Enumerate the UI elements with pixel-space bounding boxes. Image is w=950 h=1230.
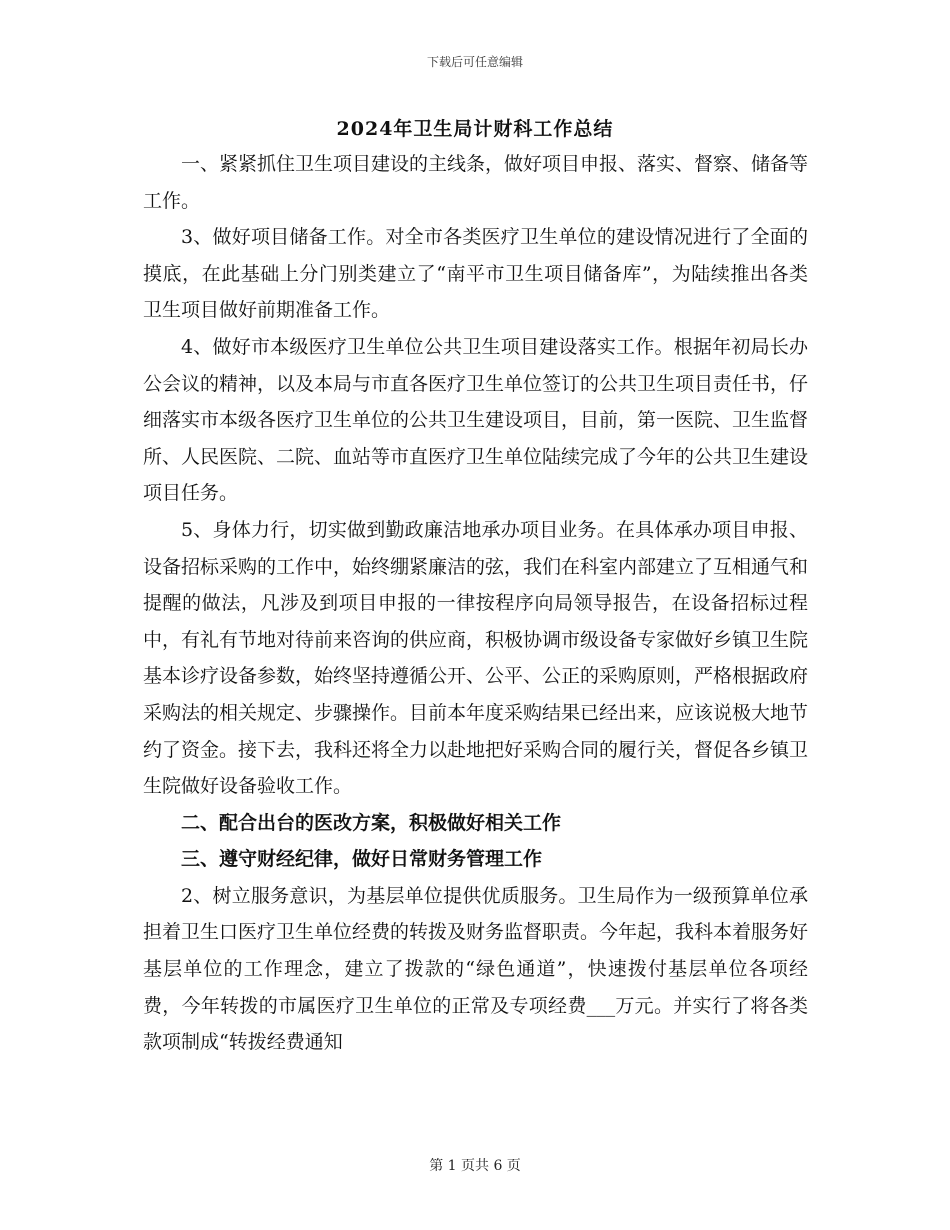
paragraph-section1-intro: 一、紧紧抓住卫生项目建设的主线条，做好项目申报、落实、督察、储备等工作。 xyxy=(143,153,809,212)
paragraph-section3-item-2: 2、树立服务意识，为基层单位提供优质服务。卫生局作为一级预算单位承担着卫生口医疗卫生单位经费的转拨及财务监督职责。今年起，我科本着服务好基层单位的工作理念，建立了拨款的“绿色通道”，快速拨付基层单位各项经费，今年转拨的市属医疗卫生单位的正常及专项经费___万元。并实行了将各类款项制成“转拨经费通知 xyxy=(143,884,809,1054)
document-body xyxy=(143,146,808,1061)
section-heading-3: 三、遵守财经纪律，做好日常财务管理工作 xyxy=(181,848,543,871)
paragraph-item-3: 3、做好项目储备工作。对全市各类医疗卫生单位的建设情况进行了全面的摸底，在此基础上分门别类建立了“南平市卫生项目储备库”，为陆续推出各类卫生项目做好前期准备工作。 xyxy=(143,226,808,322)
section-heading-2: 二、配合出台的医改方案，积极做好相关工作 xyxy=(181,811,562,834)
paragraph-item-4: 4、做好市本级医疗卫生单位公共卫生项目建设落实工作。根据年初局长办公会议的精神，以及本局与市直各医疗卫生单位签订的公共卫生项目责任书，仔细落实市本级各医疗卫生单位的公共卫生建设项目，目前，第一医院、卫生监督所、人民医院、二院、血站等市直医疗卫生单位陆续完成了今年的公共卫生建设项目任务。 xyxy=(143,335,809,505)
page-title: 2024年卫生局计财科工作总结 xyxy=(336,118,614,140)
page-number-footer: 第 1 页共 6 页 xyxy=(429,1158,521,1174)
paragraph-item-5: 5、身体力行，切实做到勤政廉洁地承办项目业务。在具体承办项目申报、设备招标采购的工作中，始终绷紧廉洁的弦，我们在科室内部建立了互相通气和提醒的做法，凡涉及到项目申报的一律按程序向局领导报告，在设备招标过程中，有礼有节地对待前来咨询的供应商，积极协调市级设备专家做好乡镇卫生院基本诊疗设备参数，始终坚持遵循公开、公平、公正的采购原则，严格根据政府采购法的相关规定、步骤操作。目前本年度采购结果已经出来，应该说极大地节约了资金。接下去，我科还将全力以赴地把好采购合同的履行关，督促各乡镇卫生院做好设备验收工作。 xyxy=(143,518,809,798)
header-note: 下载后可任意编辑 xyxy=(426,55,523,69)
